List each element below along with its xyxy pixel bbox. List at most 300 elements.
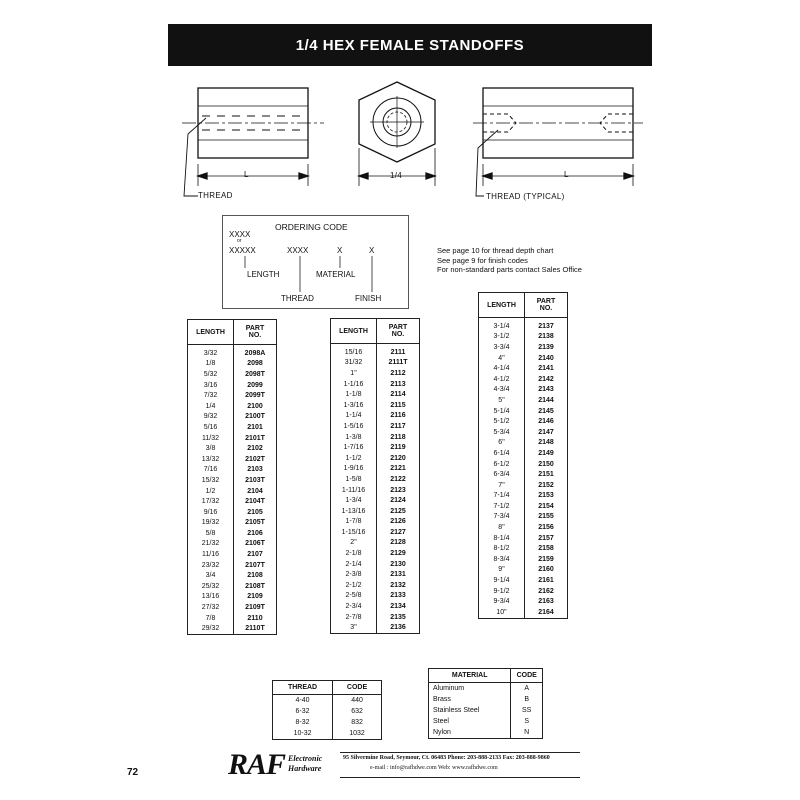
table-row bbox=[188, 549, 277, 560]
length-code-b: XXXXX bbox=[229, 246, 256, 255]
part-number-cell: 2137 bbox=[525, 318, 568, 332]
table-row bbox=[188, 496, 277, 507]
table-row bbox=[479, 318, 568, 332]
length-cell: 1-11/16 bbox=[341, 486, 366, 494]
length-part-table-1 bbox=[187, 319, 277, 635]
part-number-cell: 2109 bbox=[234, 592, 277, 603]
material-cell: Brass bbox=[433, 696, 451, 703]
address-line: 95 Silvermine Road, Seymour, Ct. 06483 Phone: 203-888-2133 Fax: 203-888-9860 bbox=[343, 755, 550, 761]
table-row bbox=[331, 569, 420, 580]
length-cell: 4-3/4 bbox=[493, 386, 510, 394]
part-number-cell: 2104T bbox=[234, 496, 277, 507]
length-cell: 8-3/4 bbox=[493, 555, 510, 563]
length-cell: 29/32 bbox=[201, 625, 220, 633]
part-number-cell: 2152 bbox=[525, 480, 568, 491]
part-number-cell: 2158 bbox=[525, 543, 568, 554]
code-cell: N bbox=[511, 727, 543, 739]
part-number-cell: 2109T bbox=[234, 602, 277, 613]
page-title: 1/4 HEX FEMALE STANDOFFS bbox=[168, 24, 652, 66]
table-row bbox=[188, 507, 277, 518]
length-cell: 3-3/4 bbox=[493, 343, 510, 351]
thread-cell: 10-32 bbox=[293, 730, 312, 737]
part-number-cell: 2151 bbox=[525, 469, 568, 480]
table-row bbox=[331, 379, 420, 390]
ordering-length-label: LENGTH bbox=[247, 270, 280, 279]
part-number-cell: 2154 bbox=[525, 501, 568, 512]
part-number-cell: 2117 bbox=[377, 421, 420, 432]
length-cell: 3/8 bbox=[205, 445, 216, 453]
table-row bbox=[331, 344, 420, 358]
table-row bbox=[188, 412, 277, 423]
length-cell: 9" bbox=[498, 566, 505, 574]
table-row bbox=[331, 622, 420, 633]
part-number-cell: 2124 bbox=[377, 495, 420, 506]
length-cell: 2-1/4 bbox=[345, 560, 362, 568]
table-row bbox=[188, 592, 277, 603]
length-cell: 7" bbox=[498, 481, 505, 489]
table-row bbox=[188, 454, 277, 465]
table-row bbox=[188, 570, 277, 581]
part-number-cell: 2121 bbox=[377, 464, 420, 475]
part-number-cell: 2139 bbox=[525, 342, 568, 353]
table-row bbox=[188, 613, 277, 624]
part-number-cell: 2101 bbox=[234, 422, 277, 433]
length-cell: 9-1/2 bbox=[493, 587, 510, 595]
length-cell: 5-1/4 bbox=[493, 407, 510, 415]
part-number-cell: 2127 bbox=[377, 527, 420, 538]
length-cell: 9/16 bbox=[203, 508, 218, 516]
table-row bbox=[479, 533, 568, 544]
length-cell: 3/4 bbox=[205, 572, 216, 580]
length-cell: 2-1/2 bbox=[345, 581, 362, 589]
part-number-cell: 2123 bbox=[377, 485, 420, 496]
table-row bbox=[479, 480, 568, 491]
part-number-cell: 2146 bbox=[525, 416, 568, 427]
part-number-cell: 2160 bbox=[525, 565, 568, 576]
length-cell: 8-1/4 bbox=[493, 534, 510, 542]
length-cell: 8" bbox=[498, 524, 505, 532]
part-number-cell: 2157 bbox=[525, 533, 568, 544]
table-row bbox=[188, 369, 277, 380]
part-number-cell: 2140 bbox=[525, 353, 568, 364]
table-row bbox=[479, 554, 568, 565]
part-number-cell: 2099T bbox=[234, 390, 277, 401]
table-row bbox=[479, 565, 568, 576]
table-row bbox=[429, 683, 543, 695]
table-row bbox=[331, 527, 420, 538]
note-thread-depth: See page 10 for thread depth chart bbox=[437, 246, 554, 255]
part-number-cell: 2149 bbox=[525, 448, 568, 459]
code-cell: 632 bbox=[333, 706, 382, 717]
table-row bbox=[188, 359, 277, 370]
table-row bbox=[479, 342, 568, 353]
length-cell: 9-1/4 bbox=[493, 577, 510, 585]
part-number-cell: 2111 bbox=[377, 344, 420, 358]
table-row bbox=[479, 374, 568, 385]
table-row bbox=[273, 695, 382, 707]
part-number-cell: 2138 bbox=[525, 332, 568, 343]
contact-line: e-mail : info@rafhdwe.com Web: www.rafhdwe.com bbox=[370, 765, 498, 771]
length-cell: 27/32 bbox=[201, 604, 220, 612]
part-no-header: PART NO. bbox=[377, 319, 420, 344]
length-cell: 4" bbox=[498, 354, 505, 362]
length-cell: 8-1/2 bbox=[493, 545, 510, 553]
part-number-cell: 2119 bbox=[377, 442, 420, 453]
length-cell: 31/32 bbox=[344, 359, 363, 367]
note-contact: For non-standard parts contact Sales Office bbox=[437, 265, 582, 274]
table-row bbox=[479, 586, 568, 597]
finish-code: X bbox=[369, 246, 375, 255]
material-cell: Steel bbox=[433, 718, 449, 725]
table-row bbox=[331, 601, 420, 612]
part-number-cell: 2098A bbox=[234, 345, 277, 359]
length-cell: 1-1/4 bbox=[345, 412, 362, 420]
length-cell: 6-1/4 bbox=[493, 449, 510, 457]
part-number-cell: 2122 bbox=[377, 474, 420, 485]
length-cell: 11/32 bbox=[202, 434, 219, 442]
length-cell: 1-7/8 bbox=[345, 518, 362, 526]
part-number-cell: 2148 bbox=[525, 438, 568, 449]
part-number-cell: 2113 bbox=[377, 379, 420, 390]
page-number: 72 bbox=[127, 767, 139, 778]
table-row bbox=[273, 706, 382, 717]
length-cell: 2-5/8 bbox=[345, 592, 362, 600]
ordering-material-label: MATERIAL bbox=[316, 270, 356, 279]
length-cell: 7-1/2 bbox=[493, 502, 510, 510]
length-cell: 1-3/8 bbox=[345, 433, 362, 441]
table-row bbox=[188, 433, 277, 444]
material-header: MATERIAL bbox=[429, 669, 511, 683]
length-cell: 1-5/8 bbox=[345, 475, 362, 483]
length-cell: 7-3/4 bbox=[493, 513, 510, 521]
length-header: LENGTH bbox=[188, 320, 234, 345]
table-row bbox=[331, 538, 420, 549]
or-label: or bbox=[237, 238, 242, 244]
table-row bbox=[479, 385, 568, 396]
table-row bbox=[479, 543, 568, 554]
table-row bbox=[331, 411, 420, 422]
length-cell: 6" bbox=[498, 439, 505, 447]
length-header: LENGTH bbox=[479, 293, 525, 318]
part-number-cell: 2098 bbox=[234, 359, 277, 370]
table-row bbox=[331, 506, 420, 517]
table-row bbox=[188, 443, 277, 454]
length-cell: 15/16 bbox=[344, 348, 363, 356]
length-cell: 9/32 bbox=[203, 413, 218, 421]
part-number-cell: 2126 bbox=[377, 517, 420, 528]
length-cell: 2" bbox=[350, 539, 357, 547]
table-row bbox=[188, 401, 277, 412]
part-number-cell: 2136 bbox=[377, 622, 420, 633]
part-number-cell: 2150 bbox=[525, 459, 568, 470]
part-number-cell: 2156 bbox=[525, 522, 568, 533]
part-number-cell: 2115 bbox=[377, 400, 420, 411]
table-row bbox=[479, 459, 568, 470]
part-number-cell: 2102 bbox=[234, 443, 277, 454]
table-row bbox=[429, 694, 543, 705]
length-part-table-2 bbox=[330, 318, 420, 634]
code-cell: 440 bbox=[333, 695, 382, 707]
thread-cell: 4-40 bbox=[295, 697, 310, 704]
length-cell: 7/8 bbox=[205, 614, 216, 622]
part-number-cell: 2125 bbox=[377, 506, 420, 517]
length-cell: 2-3/4 bbox=[345, 603, 362, 611]
table-row bbox=[479, 427, 568, 438]
material-cell: Stainless Steel bbox=[433, 707, 480, 714]
hex-width-label: 1/4 bbox=[390, 171, 403, 180]
length-cell: 2-7/8 bbox=[345, 613, 362, 621]
part-number-cell: 2144 bbox=[525, 395, 568, 406]
table-row bbox=[479, 448, 568, 459]
table-row bbox=[331, 368, 420, 379]
part-number-cell: 2101T bbox=[234, 433, 277, 444]
part-number-cell: 2153 bbox=[525, 491, 568, 502]
length-cell: 1-13/16 bbox=[341, 507, 366, 515]
table-row bbox=[331, 474, 420, 485]
part-number-cell: 2141 bbox=[525, 363, 568, 374]
length-cell: 1/2 bbox=[205, 487, 216, 495]
ordering-thread-label: THREAD bbox=[281, 294, 314, 303]
part-number-cell: 2100T bbox=[234, 412, 277, 423]
part-number-cell: 2110 bbox=[234, 613, 277, 624]
table-row bbox=[479, 438, 568, 449]
length-cell: 5/8 bbox=[205, 529, 216, 537]
length-cell: 2-3/8 bbox=[345, 571, 362, 579]
length-cell: 1-9/16 bbox=[343, 465, 364, 473]
table-row bbox=[429, 716, 543, 727]
table-row bbox=[331, 442, 420, 453]
table-row bbox=[479, 469, 568, 480]
part-number-cell: 2105 bbox=[234, 507, 277, 518]
length-label-1: L bbox=[244, 170, 249, 179]
length-cell: 3" bbox=[350, 624, 357, 632]
part-number-cell: 2161 bbox=[525, 575, 568, 586]
part-number-cell: 2110T bbox=[234, 623, 277, 634]
table-row bbox=[331, 358, 420, 369]
part-number-cell: 2106T bbox=[234, 539, 277, 550]
part-number-cell: 2103T bbox=[234, 475, 277, 486]
table-row bbox=[188, 422, 277, 433]
table-row bbox=[331, 612, 420, 623]
part-number-cell: 2142 bbox=[525, 374, 568, 385]
table-row bbox=[188, 486, 277, 497]
table-row bbox=[331, 432, 420, 443]
table-row bbox=[331, 485, 420, 496]
length-part-table-3 bbox=[478, 292, 568, 619]
length-cell: 17/32 bbox=[201, 498, 220, 506]
table-row bbox=[479, 395, 568, 406]
part-number-cell: 2155 bbox=[525, 512, 568, 523]
material-cell: Nylon bbox=[433, 729, 451, 736]
length-cell: 23/32 bbox=[201, 561, 220, 569]
thread-label: THREAD bbox=[198, 191, 233, 200]
table-row bbox=[273, 728, 382, 740]
part-number-cell: 2111T bbox=[377, 358, 420, 369]
part-number-cell: 2099 bbox=[234, 380, 277, 391]
table-row bbox=[188, 465, 277, 476]
length-cell: 5-1/2 bbox=[493, 418, 510, 426]
length-cell: 7/16 bbox=[203, 466, 218, 474]
part-number-cell: 2134 bbox=[377, 601, 420, 612]
length-cell: 1-3/4 bbox=[345, 497, 362, 505]
part-number-cell: 2143 bbox=[525, 385, 568, 396]
part-no-header: PART NO. bbox=[234, 320, 277, 345]
table-row bbox=[479, 363, 568, 374]
code-cell: B bbox=[511, 694, 543, 705]
part-number-cell: 2132 bbox=[377, 580, 420, 591]
ordering-code-box bbox=[222, 215, 409, 309]
part-number-cell: 2128 bbox=[377, 538, 420, 549]
part-number-cell: 2106 bbox=[234, 528, 277, 539]
table-row bbox=[188, 602, 277, 613]
part-number-cell: 2105T bbox=[234, 518, 277, 529]
part-number-cell: 2130 bbox=[377, 559, 420, 570]
part-number-cell: 2114 bbox=[377, 389, 420, 400]
part-number-cell: 2108T bbox=[234, 581, 277, 592]
table-row bbox=[188, 528, 277, 539]
code-cell: A bbox=[511, 683, 543, 695]
table-row bbox=[331, 464, 420, 475]
table-row bbox=[429, 705, 543, 716]
part-number-cell: 2102T bbox=[234, 454, 277, 465]
part-number-cell: 2129 bbox=[377, 548, 420, 559]
table-row bbox=[429, 727, 543, 739]
length-cell: 6-1/2 bbox=[493, 460, 510, 468]
length-cell: 5/32 bbox=[203, 370, 218, 378]
table-row bbox=[188, 560, 277, 571]
thread-code-table bbox=[272, 680, 382, 740]
table-row bbox=[479, 406, 568, 417]
table-row bbox=[188, 623, 277, 634]
length-cell: 1-1/8 bbox=[345, 391, 362, 399]
part-number-cell: 2164 bbox=[525, 607, 568, 618]
code-header: CODE bbox=[333, 681, 382, 695]
table-row bbox=[479, 501, 568, 512]
ordering-leader-lines bbox=[223, 216, 408, 308]
table-row bbox=[331, 453, 420, 464]
length-cell: 1/8 bbox=[205, 360, 216, 368]
code-header: CODE bbox=[511, 669, 543, 683]
table-row bbox=[188, 539, 277, 550]
table-row bbox=[479, 332, 568, 343]
table-row bbox=[273, 717, 382, 728]
part-number-cell: 2131 bbox=[377, 569, 420, 580]
thread-cell: 6-32 bbox=[295, 708, 310, 715]
table-row bbox=[479, 491, 568, 502]
length-cell: 13/32 bbox=[201, 455, 220, 463]
length-cell: 3/32 bbox=[203, 349, 218, 357]
length-cell: 5/16 bbox=[203, 423, 218, 431]
part-number-cell: 2147 bbox=[525, 427, 568, 438]
length-cell: 1" bbox=[350, 369, 357, 377]
length-cell: 1-15/16 bbox=[341, 528, 366, 536]
table-row bbox=[188, 345, 277, 359]
length-cell: 3-1/2 bbox=[493, 333, 510, 341]
length-cell: 7-1/4 bbox=[493, 492, 510, 500]
code-cell: S bbox=[511, 716, 543, 727]
table-row bbox=[188, 475, 277, 486]
table-row bbox=[188, 581, 277, 592]
part-number-cell: 2135 bbox=[377, 612, 420, 623]
length-cell: 5-3/4 bbox=[493, 428, 510, 436]
table-row bbox=[479, 416, 568, 427]
material-code-table bbox=[428, 668, 543, 739]
material-cell: Aluminum bbox=[433, 685, 465, 692]
thread-cell: 8-32 bbox=[295, 719, 310, 726]
part-number-cell: 2098T bbox=[234, 369, 277, 380]
code-cell: 1032 bbox=[333, 728, 382, 740]
table-row bbox=[331, 559, 420, 570]
part-no-header: PART NO. bbox=[525, 293, 568, 318]
table-row bbox=[331, 495, 420, 506]
table-row bbox=[331, 517, 420, 528]
length-cell: 1-5/16 bbox=[343, 422, 364, 430]
length-cell: 6-3/4 bbox=[493, 471, 510, 479]
length-cell: 1-1/16 bbox=[343, 380, 364, 388]
table-row bbox=[331, 400, 420, 411]
part-number-cell: 2118 bbox=[377, 432, 420, 443]
logo-line-2: Hardware bbox=[288, 764, 322, 773]
table-row bbox=[331, 548, 420, 559]
thread-code: XXXX bbox=[287, 246, 309, 255]
part-number-cell: 2145 bbox=[525, 406, 568, 417]
length-cell: 5" bbox=[498, 396, 505, 404]
table-row bbox=[331, 591, 420, 602]
ordering-finish-label: FINISH bbox=[355, 294, 382, 303]
part-number-cell: 2133 bbox=[377, 591, 420, 602]
length-cell: 3/16 bbox=[203, 381, 218, 389]
part-number-cell: 2100 bbox=[234, 401, 277, 412]
length-code-a: XXXX bbox=[229, 230, 251, 239]
length-cell: 2-1/8 bbox=[345, 550, 362, 558]
length-cell: 7/32 bbox=[203, 392, 218, 400]
raf-logo bbox=[228, 748, 338, 780]
part-number-cell: 2163 bbox=[525, 596, 568, 607]
length-cell: 1/4 bbox=[205, 402, 216, 410]
logo-line-1: Electronic bbox=[288, 754, 323, 763]
length-cell: 9-3/4 bbox=[493, 598, 510, 606]
thread-typical-label: THREAD (TYPICAL) bbox=[486, 192, 565, 201]
notes bbox=[437, 246, 582, 275]
length-cell: 19/32 bbox=[201, 519, 220, 527]
table-row bbox=[331, 389, 420, 400]
part-number-cell: 2108 bbox=[234, 570, 277, 581]
part-number-cell: 2120 bbox=[377, 453, 420, 464]
table-row bbox=[479, 522, 568, 533]
length-label-2: L bbox=[564, 170, 569, 179]
table-row bbox=[479, 607, 568, 618]
table-row bbox=[479, 575, 568, 586]
length-cell: 3-1/4 bbox=[493, 322, 510, 330]
table-row bbox=[188, 390, 277, 401]
part-number-cell: 2159 bbox=[525, 554, 568, 565]
length-cell: 13/16 bbox=[201, 593, 220, 601]
logo-text: RAF bbox=[228, 748, 286, 781]
note-finish-codes: See page 9 for finish codes bbox=[437, 255, 528, 265]
table-row bbox=[479, 512, 568, 523]
table-row bbox=[331, 580, 420, 591]
part-number-cell: 2107T bbox=[234, 560, 277, 571]
length-header: LENGTH bbox=[331, 319, 377, 344]
thread-header: THREAD bbox=[273, 681, 333, 695]
length-cell: 25/32 bbox=[201, 582, 220, 590]
length-cell: 4-1/2 bbox=[493, 375, 510, 383]
length-cell: 4-1/4 bbox=[493, 365, 510, 373]
table-row bbox=[188, 518, 277, 529]
length-cell: 10" bbox=[496, 608, 507, 616]
part-number-cell: 2162 bbox=[525, 586, 568, 597]
length-cell: 1-3/16 bbox=[343, 401, 364, 409]
